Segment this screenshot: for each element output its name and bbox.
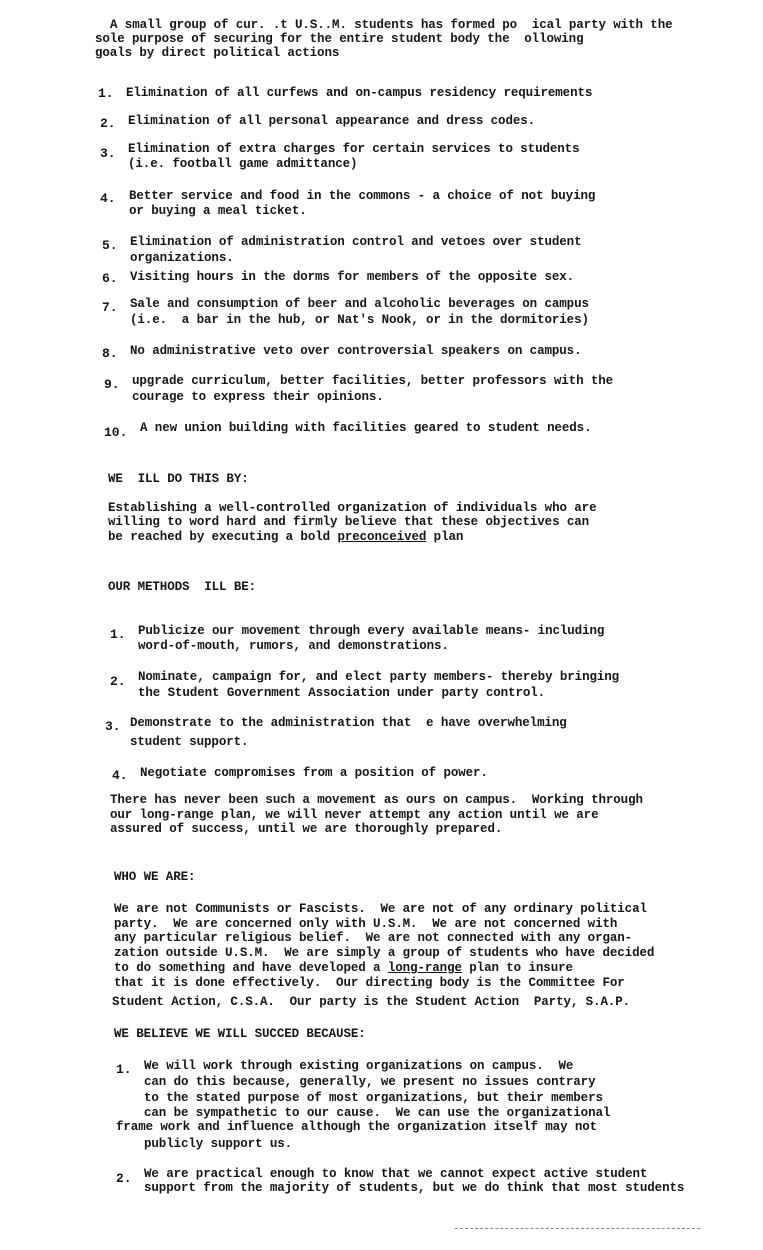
method-3-line-1: Demonstrate to the administration that e have overwhelming	[130, 716, 567, 730]
who-line-1: We are not Communists or Fascists. We are not of any ordinary political	[114, 902, 647, 916]
reason-1-line-5: frame work and influence although the organization itself may not	[116, 1120, 598, 1134]
goal-4-line-2: or buying a meal ticket.	[129, 204, 307, 218]
goal-7-line-2: (i.e. a bar in the hub, or Nat's Nook, or in the dormitories)	[130, 313, 589, 327]
goal-6-number: 6.	[102, 271, 118, 286]
who-underlined-word: long-range	[387, 961, 462, 975]
reason-2-line-2: support from the majority of students, but we do think that most students	[144, 1181, 685, 1195]
who-line-3: any particular religious belief. We are not connected with any organ-	[114, 931, 633, 945]
how-line-3	[108, 530, 463, 545]
reason-2-number: 2.	[116, 1171, 132, 1186]
who-line-5	[114, 961, 573, 976]
never-line-3: assured of success, until we are thoroughly prepared.	[110, 822, 503, 836]
goal-10-line-1: A new union building with facilities geared to student needs.	[140, 421, 592, 435]
intro-line-1: A small group of cur. .t U.S..M. students has formed po ical party with the	[110, 18, 673, 32]
method-3-line-2: student support.	[130, 735, 249, 749]
reason-1-line-1: We will work through existing organizations on campus. We	[144, 1059, 574, 1073]
who-line-7: Student Action, C.S.A. Our party is the Student Action Party, S.A.P.	[112, 995, 631, 1009]
how-line-1: Establishing a well-controlled organization of individuals who are	[108, 501, 597, 515]
method-3-number: 3.	[105, 719, 121, 734]
goal-1-number: 1.	[98, 86, 114, 101]
reason-1-line-2: can do this because, generally, we present no issues contrary	[144, 1075, 596, 1089]
goal-4-line-1: Better service and food in the commons - a choice of not buying	[129, 189, 596, 203]
method-1-number: 1.	[110, 627, 126, 642]
who-line-5-tail: plan to insure	[461, 961, 573, 975]
goal-4-number: 4.	[100, 191, 116, 206]
method-2-line-1: Nominate, campaign for, and elect party members- thereby bringing	[138, 670, 620, 684]
who-line-4: zation outside U.S.M. We are simply a group of students who have decided	[114, 946, 655, 960]
goal-10-number: 10.	[104, 425, 128, 440]
how-line-3-tail: plan	[426, 530, 464, 544]
intro-line-2: sole purpose of securing for the entire student body the ollowing	[95, 32, 584, 46]
reason-2-line-1: We are practical enough to know that we cannot expect active student	[144, 1167, 648, 1181]
goal-2-line-1: Elimination of all personal appearance and dress codes.	[128, 114, 536, 128]
how-line-3-start: be reached by executing a bold	[108, 530, 338, 544]
believe-heading: WE BELIEVE WE WILL SUCCED BECAUSE:	[114, 1027, 366, 1041]
goal-6-line-1: Visiting hours in the dorms for members of the opposite sex.	[130, 270, 575, 284]
reason-1-line-6: publicly support us.	[144, 1137, 293, 1151]
who-line-2: party. We are concerned only with U.S.M. We are not concerned with	[114, 917, 618, 931]
method-1-line-2: word-of-mouth, rumors, and demonstrations.	[138, 639, 449, 653]
reason-1-line-3: to the stated purpose of most organizations, but their members	[144, 1091, 603, 1105]
how-underlined-word: preconceived	[337, 530, 427, 544]
who-line-6: that it is done effectively. Our directing body is the Committee For	[114, 976, 625, 990]
intro-line-3: goals by direct political actions	[95, 46, 340, 60]
goal-9-line-1: upgrade curriculum, better facilities, better professors with the	[132, 374, 614, 388]
never-line-2: our long-range plan, we will never attempt any action until we are	[110, 808, 599, 822]
who-heading: WHO WE ARE:	[114, 870, 196, 884]
goal-5-line-1: Elimination of administration control and vetoes over student	[130, 235, 582, 249]
goal-3-line-2: (i.e. football game admittance)	[128, 157, 358, 171]
goal-9-line-2: courage to express their opinions.	[132, 390, 384, 404]
methods-heading: OUR METHODS ILL BE:	[108, 580, 257, 594]
method-2-number: 2.	[110, 674, 126, 689]
goal-3-number: 3.	[100, 146, 116, 161]
who-line-5-start: to do something and have developed a	[114, 961, 388, 975]
goal-7-number: 7.	[102, 300, 118, 315]
scan-artifact-rule	[455, 1228, 700, 1229]
goal-5-line-2: organizations.	[130, 251, 234, 265]
never-line-1: There has never been such a movement as ours on campus. Working through	[110, 793, 643, 807]
how-heading: WE ILL DO THIS BY:	[108, 472, 249, 486]
method-1-line-1: Publicize our movement through every available means- including	[138, 624, 605, 638]
method-4-line-1: Negotiate compromises from a position of power.	[140, 766, 488, 780]
goal-8-number: 8.	[102, 346, 118, 361]
reason-1-line-4: can be sympathetic to our cause. We can use the organizational	[144, 1106, 611, 1120]
goal-1-line-1: Elimination of all curfews and on-campus residency requirements	[126, 86, 593, 100]
goal-3-line-1: Elimination of extra charges for certain services to students	[128, 142, 580, 156]
goal-2-number: 2.	[100, 116, 116, 131]
how-line-2: willing to word hard and firmly believe that these objectives can	[108, 515, 590, 529]
goal-8-line-1: No administrative veto over controversial speakers on campus.	[130, 344, 582, 358]
method-2-line-2: the Student Government Association under party control.	[138, 686, 546, 700]
goal-5-number: 5.	[102, 238, 118, 253]
goal-7-line-1: Sale and consumption of beer and alcoholic beverages on campus	[130, 297, 589, 311]
method-4-number: 4.	[112, 768, 128, 783]
goal-9-number: 9.	[104, 377, 120, 392]
reason-1-number: 1.	[116, 1062, 132, 1077]
